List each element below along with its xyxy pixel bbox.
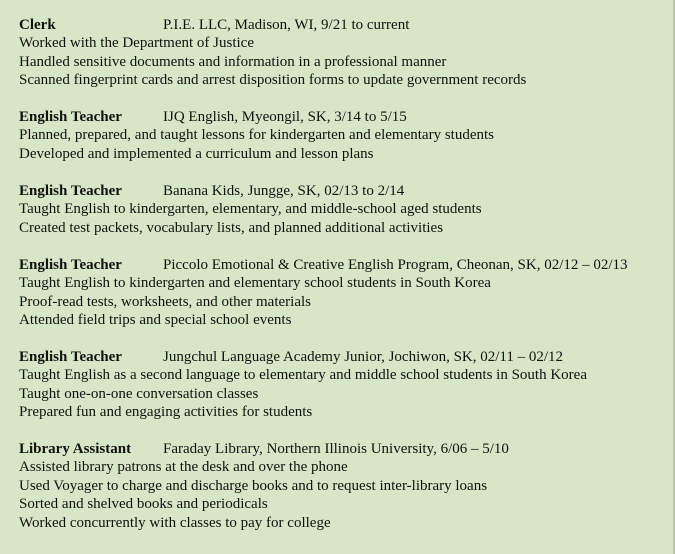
job-title: English Teacher bbox=[19, 257, 122, 273]
job-title: English Teacher bbox=[19, 183, 122, 199]
job-title: Clerk bbox=[19, 17, 56, 33]
job-duty: Assisted library patrons at the desk and over the phone bbox=[19, 459, 348, 476]
job-header bbox=[19, 348, 587, 366]
job-place: Faraday Library, Northern Illinois University, 6/06 – 5/10 bbox=[163, 441, 509, 457]
job-duty: Handled sensitive documents and information in a professional manner bbox=[19, 53, 447, 70]
job-place: Banana Kids, Jungge, SK, 02/13 to 2/14 bbox=[163, 183, 405, 199]
job-entry-jungchul bbox=[19, 348, 587, 422]
job-entry-faraday-library bbox=[19, 440, 509, 532]
job-entry-piccolo bbox=[19, 256, 628, 330]
job-header bbox=[19, 108, 494, 126]
job-duty: Attended field trips and special school events bbox=[19, 312, 292, 329]
job-duty: Developed and implemented a curriculum and lesson plans bbox=[19, 145, 374, 162]
job-duty: Taught English to kindergarten and elementary school students in South Korea bbox=[19, 275, 491, 292]
job-duty: Created test packets, vocabulary lists, and planned additional activities bbox=[19, 219, 444, 236]
job-entry-banana-kids bbox=[19, 182, 482, 237]
job-place: Jungchul Language Academy Junior, Jochiwon, SK, 02/11 – 02/12 bbox=[163, 349, 564, 365]
job-duty: Proof-read tests, worksheets, and other materials bbox=[19, 293, 311, 310]
job-place: Piccolo Emotional & Creative English Program, Cheonan, SK, 02/12 – 02/13 bbox=[163, 257, 628, 273]
job-duty: Sorted and shelved books and periodicals bbox=[19, 496, 268, 513]
job-duty: Prepared fun and engaging activities for students bbox=[19, 404, 313, 421]
job-duty: Worked with the Department of Justice bbox=[19, 35, 254, 52]
job-duty: Planned, prepared, and taught lessons for kindergarten and elementary students bbox=[19, 127, 494, 144]
job-entry-ijq bbox=[19, 108, 494, 163]
job-header bbox=[19, 16, 526, 34]
job-duty: Used Voyager to charge and discharge books and to request inter-library loans bbox=[19, 477, 488, 494]
job-place: IJQ English, Myeongil, SK, 3/14 to 5/15 bbox=[163, 109, 407, 125]
job-duty: Scanned fingerprint cards and arrest disposition forms to update government records bbox=[19, 72, 527, 89]
job-header bbox=[19, 256, 628, 274]
job-duty: Taught English to kindergarten, elementary, and middle-school aged students bbox=[19, 201, 482, 218]
job-duty: Worked concurrently with classes to pay for college bbox=[19, 514, 331, 531]
job-entry-clerk bbox=[19, 16, 526, 90]
job-header bbox=[19, 182, 482, 200]
job-title: Library Assistant bbox=[19, 441, 132, 457]
job-title: English Teacher bbox=[19, 349, 122, 365]
job-title: English Teacher bbox=[19, 109, 122, 125]
job-duty: Taught one-on-one conversation classes bbox=[19, 385, 259, 402]
job-place: P.I.E. LLC, Madison, WI, 9/21 to current bbox=[163, 17, 410, 33]
job-duty: Taught English as a second language to elementary and middle school students in South Korea bbox=[19, 367, 587, 384]
job-header bbox=[19, 440, 509, 458]
